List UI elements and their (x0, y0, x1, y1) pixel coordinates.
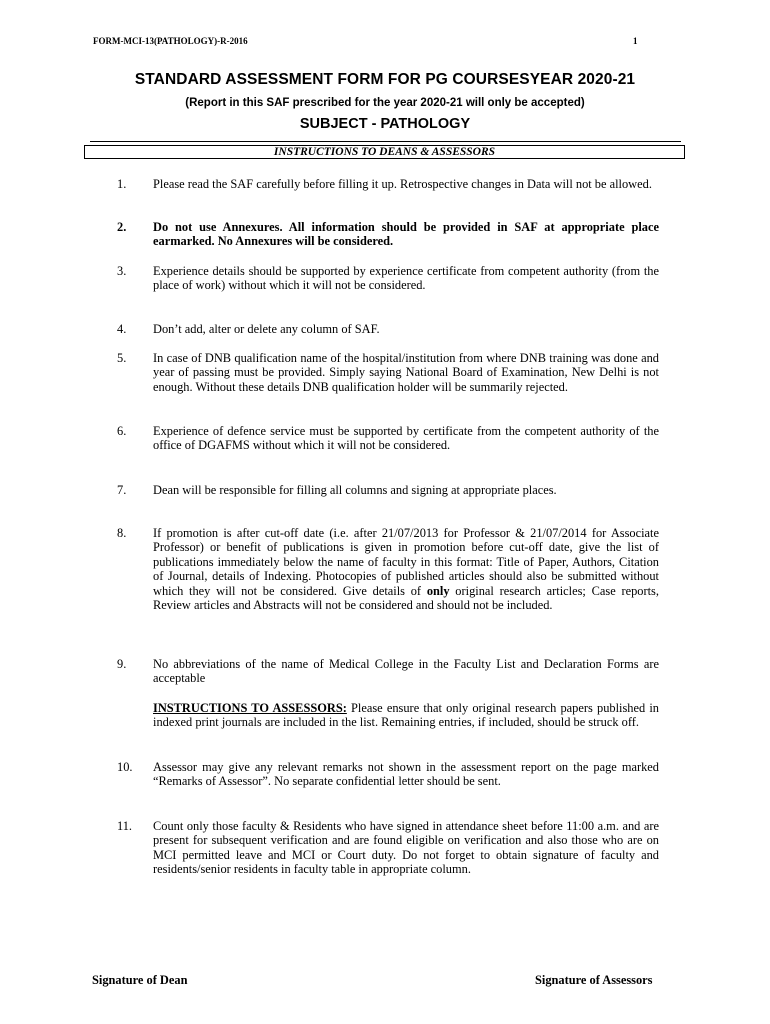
item-number: 5. (117, 351, 127, 365)
item-text: Experience details should be supported by experience certificate from competent authority (from the place of work) without which it will not be considered. (153, 264, 659, 293)
instructions-heading-box (84, 145, 685, 159)
subject-heading: SUBJECT - PATHOLOGY (299, 116, 471, 132)
page-number: 1 (633, 36, 638, 46)
form-code: FORM-MCI-13(PATHOLOGY)-R-2016 (93, 36, 248, 46)
item-text: Don’t add, alter or delete any column of SAF. (153, 322, 380, 336)
assessor-instructions-text: Please ensure that only original research papers published in indexed print journals are included in the list. Remaining entries, if included, should be struck off. (153, 701, 659, 730)
item-number: 4. (117, 322, 127, 336)
item-text: Dean will be responsible for filling all columns and signing at appropriate places. (153, 483, 557, 497)
item-number: 1. (117, 177, 127, 191)
instructions-heading: INSTRUCTIONS TO DEANS & ASSESSORS (273, 146, 496, 158)
item-text-part: If promotion is after cut-off date (i.e. after 21/07/2013 for Professor & 21/07/2014 for Associate Professor) or benefit of publications is given in promotion before cut-off date, give the list of publications immediately below the name of faculty in this format: Title of Paper, Authors, Citation of Journal, details of Indexing. Photocopies of published articles should also be submitted without which they will not be considered. Give details of (153, 526, 659, 598)
heading-divider (90, 141, 681, 142)
item-number: 3. (117, 264, 127, 278)
page-title: STANDARD ASSESSMENT FORM FOR PG COURSESYEAR 2020-21 (134, 71, 636, 88)
item-text: Experience of defence service must be supported by certificate from the competent authority of the office of DGAFMS without which it will not be considered. (153, 424, 659, 453)
item-text: No abbreviations of the name of Medical College in the Faculty List and Declaration Forms are acceptable (153, 657, 659, 686)
item-text-emphasis: only (426, 583, 450, 598)
item-text: Assessor may give any relevant remarks not shown in the assessment report on the page marked “Remarks of Assessor”. No separate confidential letter should be sent. (153, 760, 659, 789)
item-text: Count only those faculty & Residents who have signed in attendance sheet before 11:00 a.m. and are present for subsequent verification and are found eligible on verification and also those who are on MCI permitted leave and MCI or Court duty. Do not forget to obtain signature of faculty and residents/senior residents in faculty table in appropriate column. (153, 819, 659, 877)
signature-assessors: Signature of Assessors (535, 973, 653, 987)
item-number: 8. (117, 526, 127, 540)
item-number: 11. (117, 819, 133, 833)
assessor-instructions-label: INSTRUCTIONS TO ASSESSORS: (153, 701, 347, 715)
item-text-part: original research articles; Case reports, Review articles and Abstracts will not be considered and should not be included. (153, 583, 659, 613)
item-text: Do not use Annexures. All information should be provided in SAF at appropriate place earmarked. No Annexures will be considered. (153, 220, 659, 249)
page-subtitle: (Report in this SAF prescribed for the year 2020-21 will only be accepted) (185, 97, 585, 109)
assessor-instructions (153, 701, 659, 730)
item-text: Please read the SAF carefully before filling it up. Retrospective changes in Data will not be allowed. (153, 177, 652, 191)
item-number: 7. (117, 483, 127, 497)
item-number: 10. (117, 760, 133, 774)
item-number: 9. (117, 657, 127, 671)
item-text (153, 526, 659, 612)
signature-dean: Signature of Dean (92, 973, 188, 987)
item-number: 2. (117, 220, 127, 234)
item-number: 6. (117, 424, 127, 438)
item-text: In case of DNB qualification name of the hospital/institution from where DNB training was done and year of passing must be provided. Simply saying National Board of Examination, New Delhi is not enough. Without these details DNB qualification holder will be summarily rejected. (153, 351, 659, 394)
